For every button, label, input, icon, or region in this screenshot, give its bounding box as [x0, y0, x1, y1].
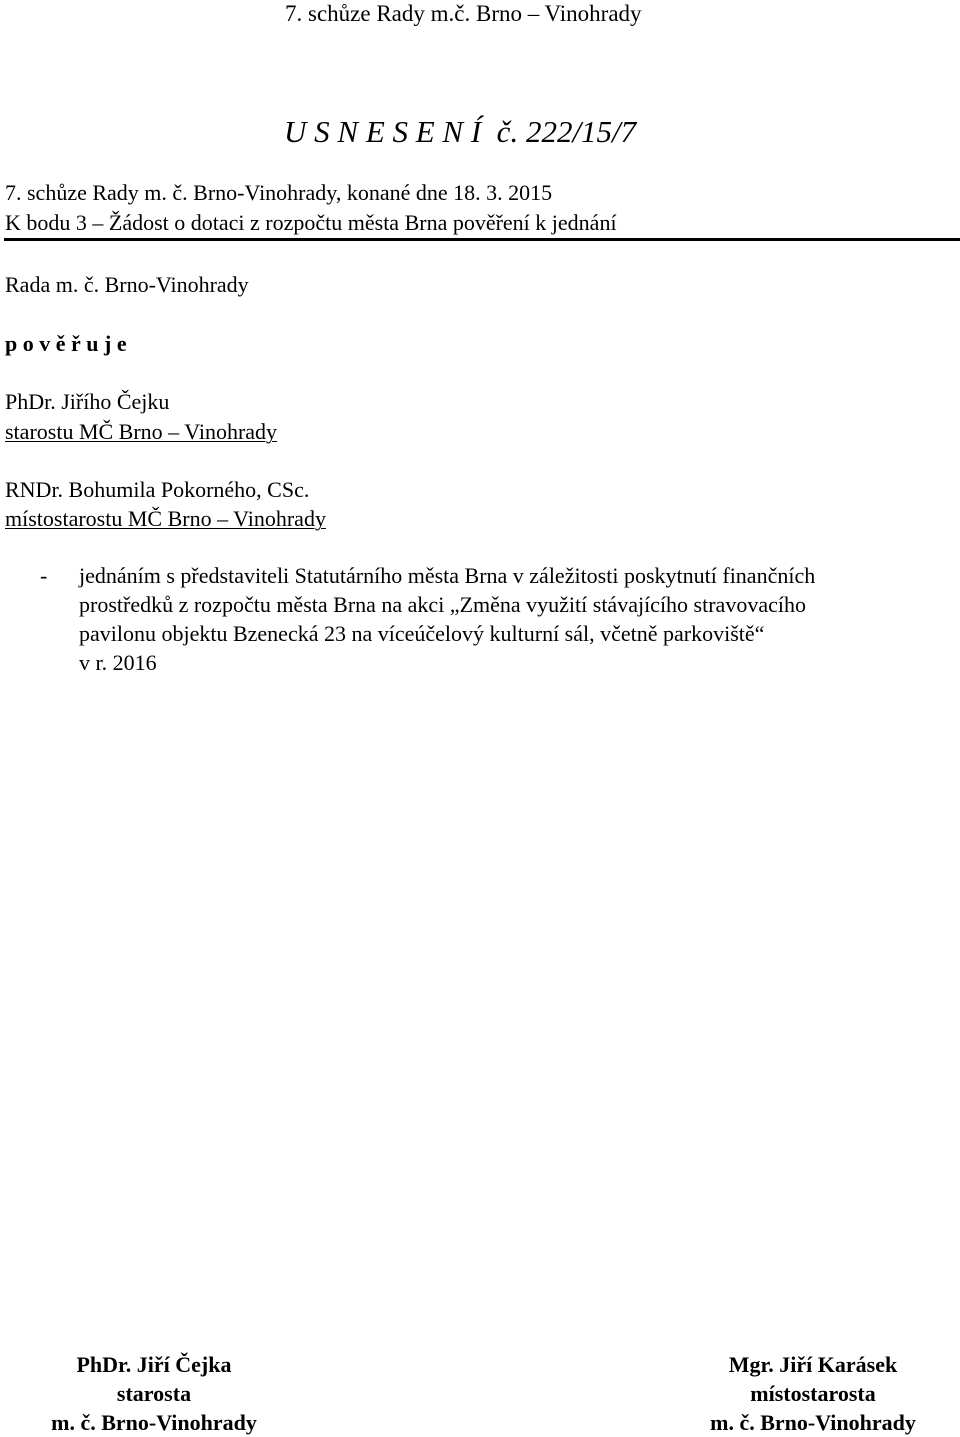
signature-block-right: [678, 1350, 948, 1437]
meeting-line: 7. schůze Rady m. č. Brno-Vinohrady, konané dne 18. 3. 2015: [5, 180, 553, 205]
council-name: Rada m. č. Brno-Vinohrady: [5, 272, 249, 297]
signature-name: PhDr. Jiří Čejka: [76, 1352, 232, 1377]
page-header: 7. schůze Rady m.č. Brno – Vinohrady: [285, 1, 642, 26]
resolution-verb: p o v ě ř u j e: [5, 331, 127, 356]
signature-office: m. č. Brno-Vinohrady: [51, 1410, 257, 1435]
signature-title: starosta: [116, 1381, 192, 1406]
signature-title: místostarosta: [750, 1381, 876, 1406]
item-line: jednáním s představiteli Statutárního města Brna v záležitosti poskytnutí finančních: [79, 563, 816, 588]
item-line: v r. 2016: [79, 650, 157, 675]
person2-name: RNDr. Bohumila Pokorného, CSc.: [5, 477, 310, 502]
signature-name: Mgr. Jiří Karásek: [728, 1352, 898, 1377]
document-title: U S N E S E N Í č. 222/15/7: [284, 114, 637, 149]
signature-block-left: [20, 1350, 288, 1437]
item-bullet: -: [40, 563, 48, 588]
person1-name: PhDr. Jiřího Čejku: [5, 389, 170, 414]
agenda-line: K bodu 3 – Žádost o dotaci z rozpočtu města Brna pověření k jednání: [5, 210, 617, 235]
item-line: prostředků z rozpočtu města Brna na akci „Změna využití stávajícího stravovacího: [79, 592, 806, 617]
divider: [4, 238, 960, 241]
signature-office: m. č. Brno-Vinohrady: [710, 1410, 916, 1435]
item-line: pavilonu objektu Bzenecká 23 na víceúčelový kulturní sál, včetně parkoviště“: [79, 621, 765, 646]
person2-role: místostarostu MČ Brno – Vinohrady: [5, 506, 326, 531]
person1-role: starostu MČ Brno – Vinohrady: [5, 419, 278, 444]
